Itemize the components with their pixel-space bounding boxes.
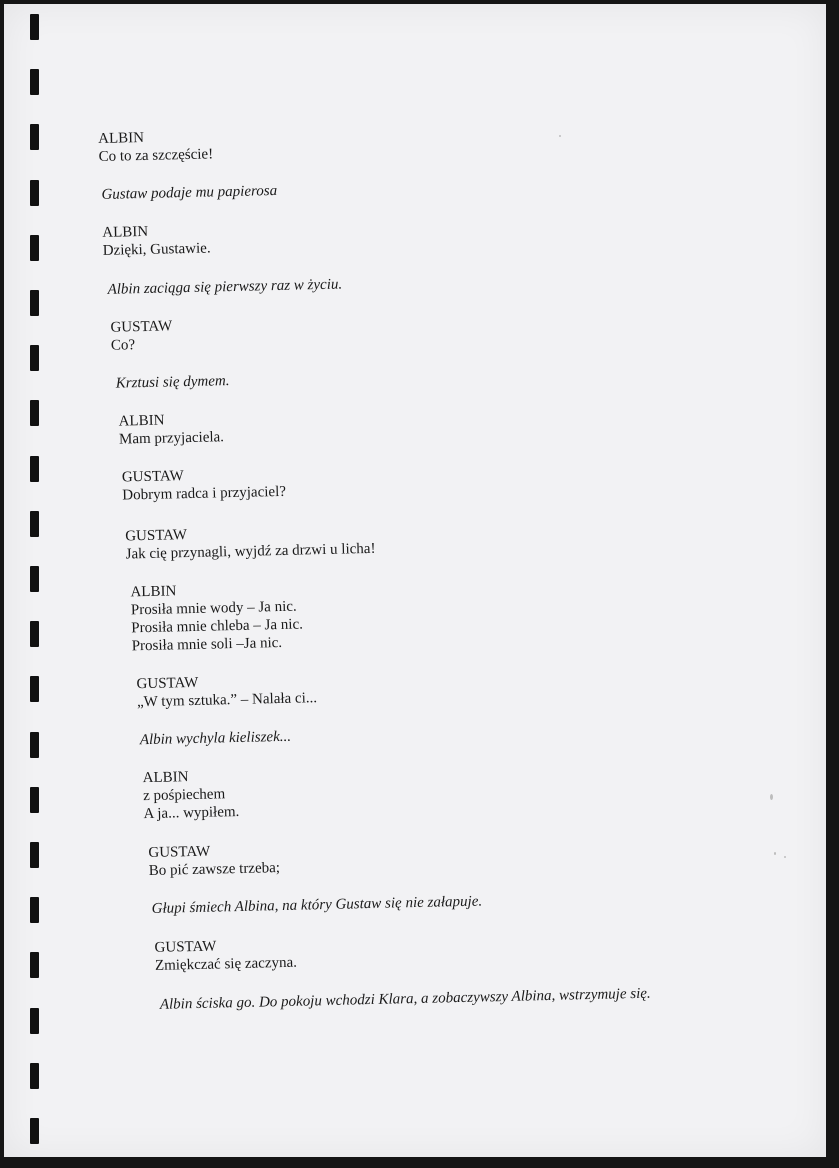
dialogue-line: Co?	[110, 337, 136, 354]
dialogue-line: Prosiła mnie soli –Ja nic.	[131, 634, 283, 655]
speaker-name: GUSTAW	[154, 938, 217, 956]
stage-direction: Krztusi się dymem.	[115, 373, 230, 392]
speaker-name: ALBIN	[98, 129, 145, 147]
binding-hole	[30, 290, 39, 316]
speaker-name: GUSTAW	[110, 318, 173, 336]
binding-hole	[30, 787, 39, 813]
scan-speck	[559, 135, 561, 137]
dialogue-line: Zmiękczać się zaczyna.	[154, 954, 298, 974]
dialogue-line: Prosiła mnie chleba – Ja nic.	[131, 616, 304, 637]
binding-hole	[30, 180, 39, 206]
speaker-name: ALBIN	[130, 583, 177, 601]
binding-hole	[30, 676, 39, 702]
binding-hole	[30, 897, 39, 923]
dialogue-line: z pośpiechem	[142, 786, 226, 805]
binding-hole	[30, 400, 39, 426]
binding-hole	[30, 124, 39, 150]
binding-hole	[30, 511, 39, 537]
dialogue-line: Jak cię przynagli, wyjdź za drzwi u licha!	[125, 540, 376, 563]
binding-hole	[30, 345, 39, 371]
script-text	[98, 116, 718, 1013]
binding-hole	[30, 621, 39, 647]
stage-direction: Głupi śmiech Albina, na który Gustaw się nie załapuje.	[151, 893, 483, 917]
dialogue-line: „W tym sztuka.” – Nalała ci...	[136, 690, 318, 711]
dialogue-line: Co to za szczęście!	[98, 146, 214, 165]
speaker-name: GUSTAW	[125, 527, 188, 545]
speaker-name: ALBIN	[142, 769, 189, 787]
binding-hole	[30, 842, 39, 868]
stage-direction: Gustaw podaje mu papierosa	[101, 182, 278, 203]
stage-direction: Albin ściska go. Do pokoju wchodzi Klara, a zobaczywszy Albina, wstrzymuje się.	[159, 985, 651, 1013]
binding-hole	[30, 456, 39, 482]
dialogue-line: Dobrym radca i przyjaciel?	[122, 483, 287, 504]
stage-direction: Albin zaciąga się pierwszy raz w życiu.	[107, 276, 343, 298]
speaker-name: ALBIN	[102, 223, 149, 241]
speaker-name: ALBIN	[118, 412, 165, 430]
scan-speck	[784, 856, 786, 858]
scan-speck	[774, 852, 776, 855]
binding-hole	[30, 1008, 39, 1034]
binding-hole	[30, 732, 39, 758]
scan-speck	[770, 794, 773, 800]
speaker-name: GUSTAW	[136, 674, 199, 693]
dialogue-line: Bo pić zawsze trzeba;	[148, 860, 281, 880]
dialogue-line: Dzięki, Gustawie.	[102, 240, 211, 259]
binding-holes	[30, 4, 42, 1157]
binding-hole	[30, 566, 39, 592]
speaker-name: GUSTAW	[148, 843, 211, 862]
dialogue-line: Mam przyjaciela.	[118, 429, 225, 448]
binding-hole	[30, 1118, 39, 1144]
speaker-name: GUSTAW	[121, 468, 184, 486]
dialogue-line: Prosiła mnie wody – Ja nic.	[130, 598, 297, 619]
dialogue-line: A ja... wypiłem.	[143, 803, 240, 823]
binding-hole	[30, 952, 39, 978]
binding-hole	[30, 1063, 39, 1089]
binding-hole	[30, 14, 39, 40]
stage-direction: Albin wychyla kieliszek...	[139, 728, 292, 749]
binding-hole	[30, 69, 39, 95]
document-page	[4, 4, 826, 1157]
binding-hole	[30, 235, 39, 261]
